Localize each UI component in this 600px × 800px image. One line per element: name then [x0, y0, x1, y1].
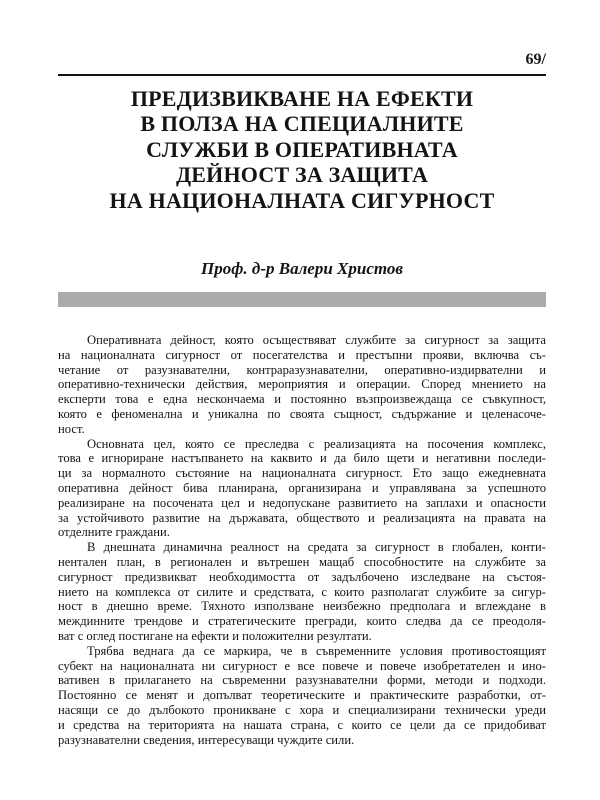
body-line: нентален план, в регионален и вътрешен мащаб способностите на службите за — [58, 554, 546, 569]
body-line: междинните трендове и стратегическите прегради, които следва да се преодоля- — [58, 614, 546, 629]
article-title — [58, 86, 546, 213]
body-line: В днешната динамична реалност на средата за сигурност в глобален, конти- — [87, 540, 546, 555]
title-line: В ПОЛЗА НА СПЕЦИАЛНИТЕ — [140, 111, 464, 137]
body-line: оперативна дейност бива планирана, организирана и управлявана за успешното — [58, 481, 546, 495]
body-line: реализиране на посочената цел и недопускане развитието на заплахи и опасности — [58, 495, 546, 510]
body-line: четание от разузнавателни, контраразузнавателни, оперативно-издирвателни и — [58, 362, 546, 377]
body-line: Постоянно се менят и допълват теоретическите и практическите разработки, от- — [58, 688, 546, 703]
body-line: ност в днешно време. Тяхното използване неизбежно предполага и вглеждане в — [58, 599, 546, 614]
body-line: разузнавателни сведения, интересуващи чуждите сили. — [58, 732, 355, 747]
body-line: за устойчивото развитие на държавата, обществото и реализацията на правата на — [58, 510, 546, 525]
body-line: ци за нормалното състояние на националната сигурност. Ето защо ежедневната — [58, 466, 546, 481]
title-line: НА НАЦИОНАЛНАТА СИГУРНОСТ — [109, 187, 495, 213]
body-line: експерти това е една нескончаема и постоянно възпроизвеждаща се съвкупност, — [58, 392, 546, 407]
article-body — [58, 333, 546, 747]
body-line: Оперативната дейност, която осъществяват службите за сигурност за защита — [87, 333, 546, 348]
body-line: и средства на територията на нашата страна, с които се цели да се придобиват — [58, 717, 546, 732]
title-line: СЛУЖБИ В ОПЕРАТИВНАТА — [146, 136, 458, 162]
body-line: насящи се до дълбокото проникване с хора и специализирани технически уреди — [58, 702, 546, 717]
title-line: ПРЕДИЗВИКВАНЕ НА ЕФЕКТИ — [130, 86, 474, 111]
body-line: нието на комплекса от силите и средствата, с които разполагат службите за сигур- — [58, 584, 546, 599]
body-line: на националната сигурност от посегателства и престъпни прояви, включва съ- — [58, 347, 546, 362]
body-line: ват с оглед постигане на ефекти и положителни резултати. — [58, 628, 372, 643]
body-line: това е игнориране настъпването на каквито и да било щети и негативни последи- — [58, 451, 546, 466]
divider-bar — [58, 292, 546, 307]
body-line: Трябва веднага да се маркира, че в съвременните условия противостоящият — [87, 643, 546, 658]
body-line: вативен в прилагането на съвременни разузнавателни форми, методи и подходи. — [58, 673, 546, 688]
body-line: ност. — [58, 421, 85, 436]
author-byline: Проф. д-р Валери Христов — [201, 259, 403, 279]
body-line: която е феноменална и уникална по своята същност, съдържание и целенасоче- — [58, 407, 546, 422]
body-line: Основната цел, която се преследва с реализацията на посочения комплекс, — [87, 436, 546, 451]
body-line: оперативно-технически действия, мероприятия и операции. Според мнението на — [58, 377, 546, 392]
header-rule — [58, 74, 546, 76]
body-line: сигурност предизвикват необходимостта от задълбочено изследване на състоя- — [58, 569, 546, 584]
body-line: отделните граждани. — [58, 525, 170, 540]
body-line: субект на националната ни сигурност е все повече и повече изобретателен и ино- — [58, 658, 546, 673]
title-line: ДЕЙНОСТ ЗА ЗАЩИТА — [175, 162, 429, 188]
page-number: 69/ — [525, 51, 546, 68]
